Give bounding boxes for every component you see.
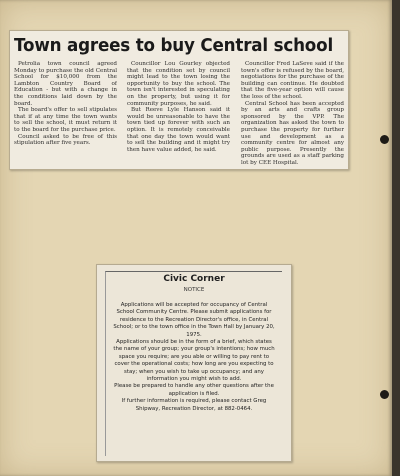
notice-body: [111, 302, 277, 452]
article-paragraph: Councillor Fred LaSeve said if the town's offer is refused by the board, negotiations for the purchase of the building can continue. He doubted that the five-year option will cause the loss of the school.: [241, 61, 344, 100]
notice-label: NOTICE: [183, 287, 205, 293]
notice-paragraph: Please be prepared to handle any other questions after the application is filed.: [114, 383, 274, 397]
article-paragraph: Central School has been accepted by an arts and crafts group sponsored by the VPP. The organization has asked the town to purchase the property for further use and development as a community centre for almost any public purpose. Presently the grounds are used as a staff parking lot by CEE Hospital.: [241, 100, 344, 166]
notice-paragraph: If further information is required, please contact Greg Shipway, Recreation Director, at 882-0464.: [121, 398, 267, 412]
notice-frame: [105, 271, 282, 456]
notice-title: Civic Corner: [163, 274, 225, 284]
notice-paragraph: Applications will be accepted for occupancy of Central School Community Centre. Please submit applications for residence to the Recreation Director's office, in Central School; or to the town office in the Town Hall by January 20, 1975.: [113, 302, 275, 338]
article-body: [14, 61, 345, 169]
article-paragraph: Petrolia town council agreed Monday to purchase the old Central School for $10,000 from the Lambton Country Board of Education - but with a change in the conditions laid down by the board.: [14, 61, 117, 107]
notice-paragraph: Applications should be in the form of a brief, which states the name of your group; your group's intentions; how much space you require; are you able or willing to pay rent to cover the operational costs; how long are you expecting to stay; when you wish to take up occupancy; and any information you might wish to add.: [113, 339, 275, 383]
article-paragraph: But Reeve Lyle Hanson said it would be unreasonable to have the town tied up forever with such an option. It is remotely conceivable that one day the town would want to sell the building and it might try then have value added, he said.: [127, 107, 230, 153]
article-column: [14, 61, 117, 169]
article-column: [127, 61, 230, 169]
article-paragraph: The board's offer to sell stipulates that if at any time the town wants to sell the school, it must return it to the board for the purchase price.: [14, 107, 117, 133]
article-column: [241, 61, 344, 169]
headline: Town agrees to buy Central school: [14, 35, 334, 56]
binder-hole: [380, 135, 389, 144]
newspaper-clipping: [9, 30, 349, 170]
article-paragraph: Councillor Lou Gourley objected that the condition set by council might lead to the town losing the opportunity to buy the school. The town isn't interested in speculating on the property, but using it for community purposes, he said.: [127, 61, 230, 107]
article-paragraph: Council asked to be free of this stipulation after five years.: [14, 133, 117, 147]
notice-clipping: [96, 264, 292, 462]
binder-hole: [380, 390, 389, 399]
